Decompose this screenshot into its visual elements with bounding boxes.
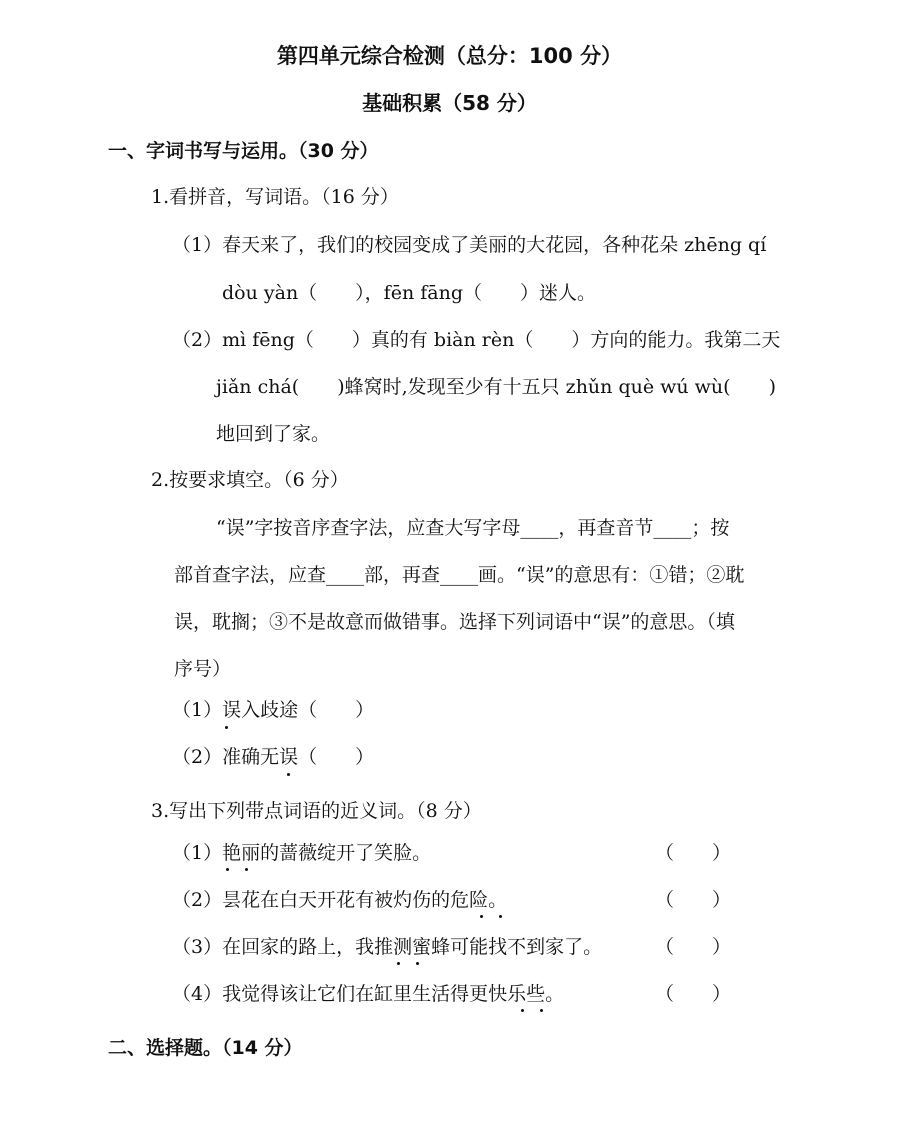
question-2-item-1: （1）误入歧途（ ）	[172, 699, 375, 721]
answer-paren-3[interactable]: （ ）	[655, 936, 732, 958]
question-3-item-3: （3）在回家的路上，我推测蜜蜂可能找不到家了。	[172, 936, 603, 958]
emphasis-dot	[245, 868, 248, 871]
emphasis-dot	[416, 962, 419, 965]
question-1-item-2-line-2: jiǎn chá( )蜂窝时,发现至少有十五只 zhǔn què wú wù( )	[216, 376, 776, 398]
page-title: 第四单元综合检测（总分：100 分）	[276, 44, 623, 68]
question-3-item-2: （2）昙花在白天开花有被灼伤的危险。	[172, 889, 508, 911]
section-two-heading: 二、选择题。（14 分）	[108, 1037, 303, 1059]
question-1-item-1-line-2: dòu yàn（ ），fēn fāng（ ）迷人。	[222, 282, 596, 304]
section-subtitle: 基础积累（58 分）	[362, 91, 537, 115]
question-3-item-4: （4）我觉得该让它们在缸里生活得更快乐些。	[172, 983, 565, 1005]
emphasis-dot	[480, 915, 483, 918]
question-3-item-1: （1）艳丽的蔷薇绽开了笑脸。	[172, 842, 432, 864]
emphasis-dot	[397, 962, 400, 965]
answer-paren-1[interactable]: （ ）	[655, 842, 732, 864]
emphasis-dot	[499, 915, 502, 918]
emphasis-dot	[226, 868, 229, 871]
question-1-item-2-line-3: 地回到了家。	[216, 423, 331, 445]
emphasis-dot	[225, 726, 228, 729]
question-1-item-2-line-1: （2）mì fēng（ ）真的有 biàn rèn（ ）方向的能力。我第二天	[172, 329, 781, 351]
question-2-title: 2.按要求填空。（6 分）	[151, 469, 349, 491]
question-2-item-2: （2）准确无误（ ）	[172, 746, 375, 768]
emphasis-dot	[521, 1009, 524, 1012]
section-one-heading: 一、字词书写与运用。（30 分）	[108, 140, 379, 162]
answer-paren-4[interactable]: （ ）	[655, 983, 732, 1005]
question-2-paragraph-line-2: 部首查字法，应查____部，再查____画。“误”的意思有：①错；②耽	[174, 564, 745, 586]
answer-paren-2[interactable]: （ ）	[655, 889, 732, 911]
emphasis-dot	[287, 773, 290, 776]
question-3-title: 3.写出下列带点词语的近义词。（8 分）	[151, 800, 482, 822]
question-2-paragraph-line-1: “误”字按音序查字法，应查大写字母____，再查音节____；按	[216, 517, 730, 539]
emphasis-dot	[540, 1009, 543, 1012]
question-1-title: 1.看拼音，写词语。（16 分）	[151, 186, 399, 208]
question-2-paragraph-line-4: 序号）	[174, 658, 232, 680]
question-1-item-1-line-1: （1）春天来了，我们的校园变成了美丽的大花园，各种花朵 zhēng qí	[172, 234, 767, 256]
question-2-paragraph-line-3: 误，耽搁；③不是故意而做错事。选择下列词语中“误”的意思。（填	[174, 611, 735, 633]
